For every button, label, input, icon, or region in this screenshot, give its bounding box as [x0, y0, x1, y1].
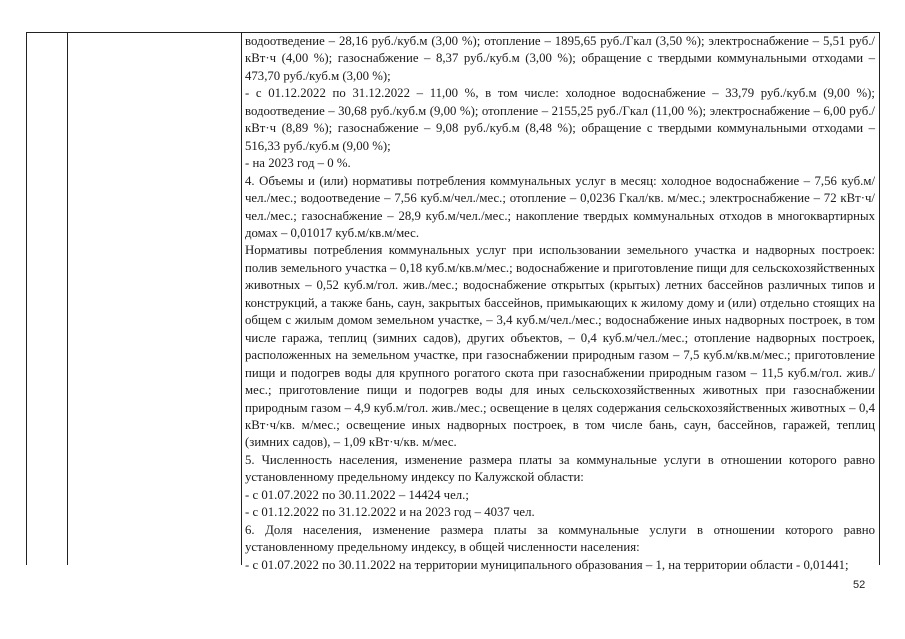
- paragraph-population-heading: 5. Численность населения, изменение размера платы за коммунальные услуги в отношении которого равно установленному предельному индексу по Калужской области:: [245, 452, 875, 485]
- paragraph-2023: - на 2023 год – 0 %.: [245, 156, 351, 171]
- paragraph-consumption-norms: 4. Объемы и (или) нормативы потребления коммунальных услуг в месяц: холодное водоснабжение – 7,56 куб.м/чел./мес.; водоотведение – 7,56 куб.м/чел./мес.; отопление – 0,0236 Гкал/кв. м/мес.; электроснабжение – 72 кВт·ч/чел./мес.; газоснабжение – 28,9 куб.м/чел./мес.; накопление твердых коммунальных отходов в многоквартирных домах – 0,01017 куб.м/кв.м/мес.: [245, 173, 875, 240]
- table-cell-content: [245, 33, 875, 574]
- paragraph-share-heading: 6. Доля населения, изменение размера платы за коммунальные услуги в отношении которого равно установленному предельному индексу, в общей численности населения:: [245, 522, 875, 555]
- paragraph-land-norms: Нормативы потребления коммунальных услуг при использовании земельного участка и надворных построек: полив земельного участка – 0,18 куб.м/кв.м/мес.; водоснабжение и приготовление пищи для сельскохозяйственных животных – 0,52 куб.м/гол. жив./мес.; водоснабжение открытых (крытых) летних бассейнов различных типов и конструкций, а также бань, саун, закрытых бассейнов, примыкающих к жилому дому и (или) отдельно стоящих на общем с жилым домом земельном участке, – 3,4 куб.м/чел./мес.; водоснабжение иных надворных построек, в том числе гаража, теплиц (зимних садов), других объектов, – 0,4 куб.м/чел./мес.; отопление надворных построек, расположенных на земельном участке, при газоснабжении природным газом – 7,5 куб.м/кв.м/мес.; приготовление пищи и подогрев воды для крупного рогатого скота при газоснабжении природным газом – 11,5 куб.м/гол. жив./мес.; приготовление пищи и подогрев воды для иных сельскохозяйственных животных при газоснабжении природным газом – 4,9 куб.м/гол. жив./мес.; освещение в целях содержания сельскохозяйственных животных – 0,4 кВт·ч/кв. м/мес.; освещение иных надворных построек, в том числе бань, саун, бассейнов, гаражей, теплиц (зимних садов), – 1,09 кВт·ч/кв. м/мес.: [245, 243, 875, 450]
- page-number: 52: [853, 579, 866, 591]
- column-divider: [241, 33, 242, 565]
- paragraph-tariffs-continued: водоотведение – 28,16 руб./куб.м (3,00 %); отопление – 1895,65 руб./Гкал (3,50 %); электроснабжение – 5,51 руб./кВт·ч (4,00 %); газоснабжение – 8,37 руб./куб.м (3,00 %); обращение с твердыми коммунальными отходами – 473,70 руб./куб.м (3,00 %);: [245, 34, 875, 83]
- document-table: [26, 32, 880, 572]
- paragraph-share-jul-nov: - с 01.07.2022 по 30.11.2022 на территории муниципального образования – 1, на территории области - 0,01441;: [245, 557, 849, 572]
- paragraph-population-jul-nov: - с 01.07.2022 по 30.11.2022 – 14424 чел.;: [245, 487, 469, 502]
- paragraph-december-tariffs: - с 01.12.2022 по 31.12.2022 – 11,00 %, в том числе: холодное водоснабжение – 33,79 руб./куб.м (9,00 %); водоотведение – 30,68 руб./куб.м (9,00 %); отопление – 2155,25 руб./Гкал (11,00 %); электроснабжение – 6,00 руб./кВт·ч (8,89 %); газоснабжение – 9,08 руб./куб.м (8,48 %); обращение с твердыми коммунальными отходами – 516,33 руб./куб.м (9,00 %);: [245, 86, 875, 153]
- column-divider: [67, 33, 68, 565]
- paragraph-population-dec-2023: - с 01.12.2022 по 31.12.2022 и на 2023 год – 4037 чел.: [245, 505, 535, 520]
